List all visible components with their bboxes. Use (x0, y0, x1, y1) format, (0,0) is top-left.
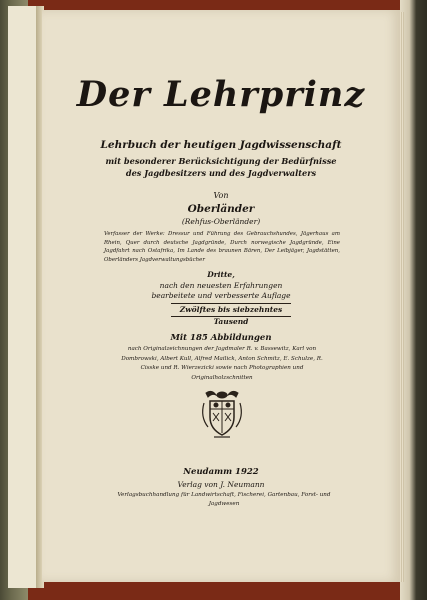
illustration-credits: nach Originalzeichnungen der Jagdmaler R. v. Bassewitz, Karl von Dombrowski, Albert Kull, Alfred Mailick, Anton Schmitz, E. Schulze, R. Cisske und R. Wierzezicki sowie nach Photographien und Originalholzschnitten (121, 346, 323, 381)
illustrations-count: Mit 185 Abbildungen (170, 333, 272, 343)
previous-leaf (8, 6, 39, 588)
subtitle-line-2: mit besonderer Berücksichtigung der Bedürfnisse (105, 156, 337, 166)
book-title: Der Lehrprinz (76, 74, 366, 115)
title-page-content (42, 10, 400, 582)
author-works: Verfasser der Werke: Dressur und Führung des Gebrauchshundes, Jägerhaus am Rhein, Quer durch deutsche Jagdgründe, Durch norwegische Jagdgründe, Eine Jagdfahrt nach Ostafrika, Im Lande des braunen Bären, Der Leibjäger, Jagdstätten, Oberländers Jagdverwaltungsbücher (104, 231, 340, 263)
author-alias: (Rehfus-Oberländer) (181, 217, 261, 226)
subtitle-line-3: des Jagdbesitzers und des Jagdverwalters (125, 168, 317, 178)
publisher-name: Verlag von J. Neumann (177, 480, 265, 489)
book-subtitle: Lehrbuch der heutigen Jagdwissenschaft (100, 139, 342, 151)
by-label: Von (213, 191, 229, 200)
place-and-year: Neudamm 1922 (183, 467, 259, 477)
publisher-detail: Verlagsbuchhandlung für Landwirtschaft, Fischerei, Gartenbau, Forst- und Jagdwesen (117, 492, 331, 507)
edition-line-2: nach den neuesten Erfahrungen (159, 281, 283, 290)
author-name: Oberländer (187, 203, 255, 215)
publisher-crest-icon (198, 387, 246, 441)
printing-run: Zwölftes bis siebzehntes Tausend (171, 303, 291, 317)
title-page (42, 10, 400, 582)
edition-line-3: bearbeitete und verbesserte Auflage (151, 291, 291, 300)
edition-line-1: Dritte, (207, 270, 235, 279)
book-cover-right (400, 0, 427, 600)
